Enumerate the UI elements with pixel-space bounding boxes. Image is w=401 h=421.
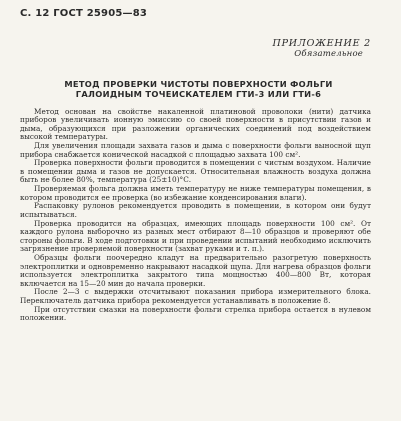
paragraph-heating: Образцы фольги поочередно кладут на предварительно разогретую поверхность электроплитки и одновременно накрывают насадкой щупа. Для нагрева образцов фольги используется электроплитка закрытого типа мощностью 400—800 Вт, которая включается на 15—20 мин до начала проверки. xyxy=(20,252,371,288)
document-title xyxy=(26,80,371,100)
appendix-status: Обязательное xyxy=(294,48,363,59)
paragraph-foil-temperature: Проверяемая фольга должна иметь температуру не ниже температуры помещения, в котором проводится ее проверка (во избежание конденсирования влаги). xyxy=(20,184,371,202)
page-header: С. 12 ГОСТ 25905—83 xyxy=(20,8,148,19)
paragraph-samples: Проверка проводится на образцах, имеющих площадь поверхности 100 см². От каждого рулона выборочно из разных мест отбирают 8—10 образцов и проверяют обе стороны фольги. В ходе подготовки и при проведении испытаний необходимо исключить загрязнение проверяемой поверхности (захват руками и т. п.). xyxy=(20,218,371,254)
paragraph-nozzle: Для увеличения площади захвата газов и дыма с поверхности фольги выносной щуп прибора снабжается конической насадкой с площадью захвата 100 см². xyxy=(20,141,371,159)
paragraph-method: Метод основан на свойстве накаленной платиновой проволоки (нити) датчика приборов увеличивать ионную эмиссию со своей поверхности в присутствии газов и дыма, образующихся при разложении органических соединений под воздействием высокой температуры. xyxy=(20,106,371,142)
paragraph-no-grease: При отсутствии смазки на поверхности фольги стрелка прибора остается в нулевом положении. xyxy=(20,304,371,323)
title-line-1: МЕТОД ПРОВЕРКИ ЧИСТОТЫ ПОВЕРХНОСТИ ФОЛЬГИ xyxy=(64,78,333,89)
appendix-label: ПРИЛОЖЕНИЕ 2 xyxy=(272,38,371,49)
paragraph-unpacking: Распаковку рулонов рекомендуется проводить в помещении, в котором они будут испытываться. xyxy=(20,201,371,219)
appendix-block xyxy=(20,39,371,60)
paragraph-room-conditions: Проверка поверхности фольги проводится в помещении с чистым воздухом. Наличие в помещении дыма и газов не допускается. Относительная влажность воздуха должна быть не более 80%, температура (25±10)°С. xyxy=(20,158,371,185)
document-body xyxy=(20,108,371,323)
paragraph-reading: После 2—3 с выдержки отсчитывают показания прибора измерительного блока. Переключатель датчика прибора рекомендуется устанавливать в положение 8. xyxy=(20,287,371,305)
title-line-2: ГАЛОИДНЫМ ТОЧЕИСКАТЕЛЕМ ГТИ-3 ИЛИ ГТИ-6 xyxy=(75,88,322,99)
